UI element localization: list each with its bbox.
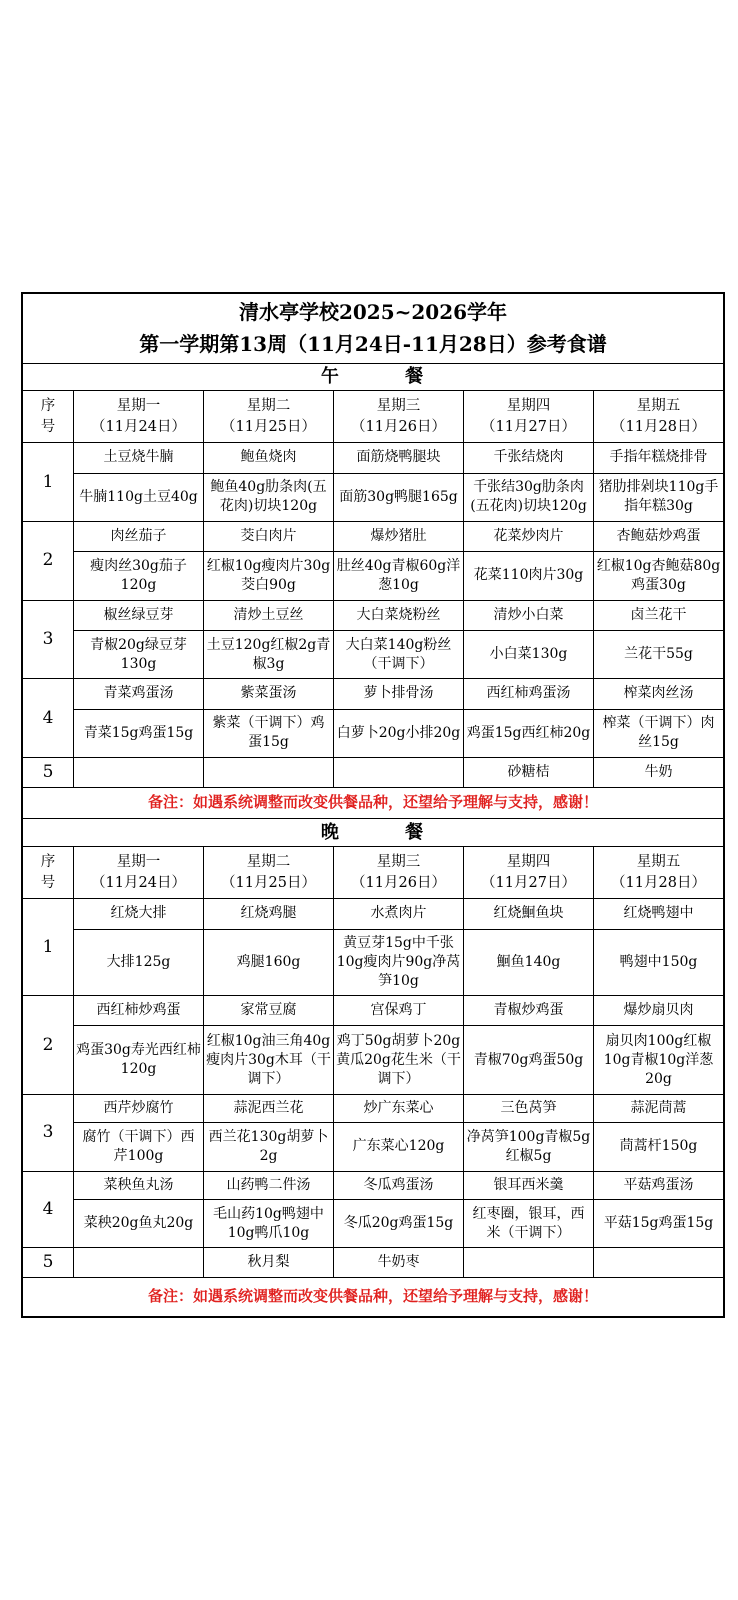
dish-name: 清炒小白菜 <box>464 600 594 630</box>
dish-name <box>334 758 464 788</box>
ingredients: 菜秧20g鱼丸20g <box>74 1199 204 1247</box>
day-header-tue: 星期二 （11月25日） <box>204 846 334 898</box>
dinner-note: 备注：如遇系统调整而改变供餐品种，还望给予理解与支持，感谢！ <box>23 1277 724 1316</box>
ingredients: 榨菜（干调下）肉丝15g <box>594 709 724 757</box>
dish-name: 冬瓜鸡蛋汤 <box>334 1171 464 1199</box>
dish-name: 青菜鸡蛋汤 <box>74 679 204 709</box>
ingredients: 净莴笋100g青椒5g红椒5g <box>464 1123 594 1171</box>
dish-name: 萝卜排骨汤 <box>334 679 464 709</box>
ingredients: 猪肋排剁块110g手指年糕30g <box>594 473 724 521</box>
dish-name: 秋月梨 <box>204 1248 334 1277</box>
dish-name: 卤兰花干 <box>594 600 724 630</box>
lunch-section-row <box>23 363 724 390</box>
ingredients: 牛腩110g土豆40g <box>74 473 204 521</box>
dish-name: 三色莴笋 <box>464 1094 594 1122</box>
ingredients: 鸭翅中150g <box>594 929 724 996</box>
dish-name: 蒜泥西兰花 <box>204 1094 334 1122</box>
ingredients: 土豆120g红椒2g青椒3g <box>204 630 334 678</box>
menu-title <box>23 294 724 364</box>
dish-name: 红烧鸭翅中 <box>594 899 724 929</box>
ingredients: 鮰鱼140g <box>464 929 594 996</box>
day-header-wed: 星期三 （11月26日） <box>334 846 464 898</box>
lunch-note: 备注：如遇系统调整而改变供餐品种，还望给予理解与支持，感谢！ <box>23 788 724 818</box>
dinner-label: 晚 餐 <box>23 818 724 846</box>
dish-name: 鲍鱼烧肉 <box>204 443 334 473</box>
dinner-row-2-dishes <box>23 996 724 1026</box>
dish-name: 紫菜蛋汤 <box>204 679 334 709</box>
ingredients: 白萝卜20g小排20g <box>334 709 464 757</box>
ingredients: 千张结30g肋条肉(五花肉)切块120g <box>464 473 594 521</box>
dish-name <box>464 1248 594 1277</box>
dish-name: 西红柿鸡蛋汤 <box>464 679 594 709</box>
ingredients: 鸡腿160g <box>204 929 334 996</box>
dish-name: 大白菜烧粉丝 <box>334 600 464 630</box>
dinner-row-2-ingredients <box>23 1026 724 1095</box>
ingredients: 黄豆芽15g中千张10g瘦肉片90g净莴笋10g <box>334 929 464 996</box>
ingredients: 兰花干55g <box>594 630 724 678</box>
dish-name <box>204 758 334 788</box>
dish-name: 宫保鸡丁 <box>334 996 464 1026</box>
ingredients: 红椒10g杏鲍菇80g鸡蛋30g <box>594 552 724 600</box>
dinner-section-row <box>23 818 724 846</box>
lunch-note-row <box>23 788 724 818</box>
ingredients: 广东菜心120g <box>334 1123 464 1171</box>
row-number: 1 <box>23 899 74 996</box>
dish-name: 青椒炒鸡蛋 <box>464 996 594 1026</box>
dish-name <box>594 1248 724 1277</box>
dinner-row-5 <box>23 1248 724 1277</box>
ingredients: 鸡丁50g胡萝卜20g黄瓜20g花生米（干调下） <box>334 1026 464 1095</box>
ingredients: 青菜15g鸡蛋15g <box>74 709 204 757</box>
ingredients: 腐竹（干调下）西芹100g <box>74 1123 204 1171</box>
dish-name: 银耳西米羹 <box>464 1171 594 1199</box>
dish-name: 花菜炒肉片 <box>464 521 594 551</box>
row-number: 4 <box>23 1171 74 1248</box>
lunch-row-2-ingredients <box>23 552 724 600</box>
row-number: 3 <box>23 1094 74 1171</box>
lunch-row-4-dishes <box>23 679 724 709</box>
dish-name: 面筋烧鸭腿块 <box>334 443 464 473</box>
dish-name: 水煮肉片 <box>334 899 464 929</box>
dish-name: 肉丝茄子 <box>74 521 204 551</box>
ingredients: 花菜110肉片30g <box>464 552 594 600</box>
dish-name: 菜秧鱼丸汤 <box>74 1171 204 1199</box>
row-number: 5 <box>23 758 74 788</box>
day-header-fri: 星期五 （11月28日） <box>594 846 724 898</box>
lunch-header-row <box>23 390 724 442</box>
ingredients: 红椒10g油三角40g瘦肉片30g木耳（干调下） <box>204 1026 334 1095</box>
ingredients: 大排125g <box>74 929 204 996</box>
dish-name: 炒广东菜心 <box>334 1094 464 1122</box>
dish-name: 蒜泥茼蒿 <box>594 1094 724 1122</box>
title-line-2: 第一学期第13周（11月24日-11月28日）参考食谱 <box>139 332 607 357</box>
ingredients: 毛山药10g鸭翅中10g鸭爪10g <box>204 1199 334 1247</box>
dish-name: 西红柿炒鸡蛋 <box>74 996 204 1026</box>
lunch-row-4-ingredients <box>23 709 724 757</box>
title-row <box>23 294 724 364</box>
ingredients: 扇贝肉100g红椒10g青椒10g洋葱20g <box>594 1026 724 1095</box>
dish-name: 平菇鸡蛋汤 <box>594 1171 724 1199</box>
ingredients: 青椒70g鸡蛋50g <box>464 1026 594 1095</box>
day-header-wed: 星期三 （11月26日） <box>334 390 464 442</box>
lunch-row-3-ingredients <box>23 630 724 678</box>
lunch-row-3-dishes <box>23 600 724 630</box>
ingredients: 茼蒿杆150g <box>594 1123 724 1171</box>
day-header-thu: 星期四 （11月27日） <box>464 390 594 442</box>
lunch-row-1-ingredients <box>23 473 724 521</box>
lunch-row-1-dishes <box>23 443 724 473</box>
day-header-mon: 星期一 （11月24日） <box>74 390 204 442</box>
dish-name: 红烧鮰鱼块 <box>464 899 594 929</box>
ingredients: 鲍鱼40g肋条肉(五花肉)切块120g <box>204 473 334 521</box>
dish-name: 爆炒猪肚 <box>334 521 464 551</box>
dish-name: 杏鲍菇炒鸡蛋 <box>594 521 724 551</box>
day-header-fri: 星期五 （11月28日） <box>594 390 724 442</box>
ingredients: 肚丝40g青椒60g洋葱10g <box>334 552 464 600</box>
dish-name: 砂糖桔 <box>464 758 594 788</box>
dinner-row-4-ingredients <box>23 1199 724 1247</box>
dish-name: 土豆烧牛腩 <box>74 443 204 473</box>
ingredients: 红椒10g瘦肉片30g茭白90g <box>204 552 334 600</box>
dish-name: 爆炒扇贝肉 <box>594 996 724 1026</box>
ingredients: 冬瓜20g鸡蛋15g <box>334 1199 464 1247</box>
lunch-label: 午 餐 <box>23 363 724 390</box>
dish-name: 山药鸭二件汤 <box>204 1171 334 1199</box>
seq-header: 序 号 <box>23 390 74 442</box>
ingredients: 平菇15g鸡蛋15g <box>594 1199 724 1247</box>
dish-name: 榨菜肉丝汤 <box>594 679 724 709</box>
dish-name: 椒丝绿豆芽 <box>74 600 204 630</box>
ingredients: 青椒20g绿豆芽130g <box>74 630 204 678</box>
lunch-row-2-dishes <box>23 521 724 551</box>
dish-name: 茭白肉片 <box>204 521 334 551</box>
dish-name <box>74 758 204 788</box>
ingredients: 面筋30g鸭腿165g <box>334 473 464 521</box>
dish-name: 红烧鸡腿 <box>204 899 334 929</box>
weekly-menu-table <box>21 292 725 1318</box>
dinner-row-4-dishes <box>23 1171 724 1199</box>
row-number: 5 <box>23 1248 74 1277</box>
day-header-mon: 星期一 （11月24日） <box>74 846 204 898</box>
ingredients: 鸡蛋30g寿光西红柿120g <box>74 1026 204 1095</box>
dinner-row-3-ingredients <box>23 1123 724 1171</box>
row-number: 4 <box>23 679 74 758</box>
dish-name: 清炒土豆丝 <box>204 600 334 630</box>
dish-name: 家常豆腐 <box>204 996 334 1026</box>
day-header-tue: 星期二 （11月25日） <box>204 390 334 442</box>
ingredients: 西兰花130g胡萝卜2g <box>204 1123 334 1171</box>
dish-name <box>74 1248 204 1277</box>
row-number: 2 <box>23 521 74 600</box>
dish-name: 手指年糕烧排骨 <box>594 443 724 473</box>
dish-name: 红烧大排 <box>74 899 204 929</box>
dinner-header-row <box>23 846 724 898</box>
dinner-row-1-dishes <box>23 899 724 929</box>
dinner-row-3-dishes <box>23 1094 724 1122</box>
seq-header: 序 号 <box>23 846 74 898</box>
row-number: 2 <box>23 996 74 1095</box>
day-header-thu: 星期四 （11月27日） <box>464 846 594 898</box>
dinner-row-1-ingredients <box>23 929 724 996</box>
dish-name: 西芹炒腐竹 <box>74 1094 204 1122</box>
title-line-1: 清水亭学校2025~2026学年 <box>238 300 508 325</box>
dish-name: 千张结烧肉 <box>464 443 594 473</box>
row-number: 3 <box>23 600 74 679</box>
lunch-row-5 <box>23 758 724 788</box>
ingredients: 瘦肉丝30g茄子120g <box>74 552 204 600</box>
dish-name: 牛奶枣 <box>334 1248 464 1277</box>
ingredients: 大白菜140g粉丝（干调下） <box>334 630 464 678</box>
ingredients: 红枣圈，银耳，西米（干调下） <box>464 1199 594 1247</box>
dish-name: 牛奶 <box>594 758 724 788</box>
ingredients: 小白菜130g <box>464 630 594 678</box>
ingredients: 紫菜（干调下）鸡蛋15g <box>204 709 334 757</box>
ingredients: 鸡蛋15g西红柿20g <box>464 709 594 757</box>
row-number: 1 <box>23 443 74 522</box>
dinner-note-row <box>23 1277 724 1316</box>
